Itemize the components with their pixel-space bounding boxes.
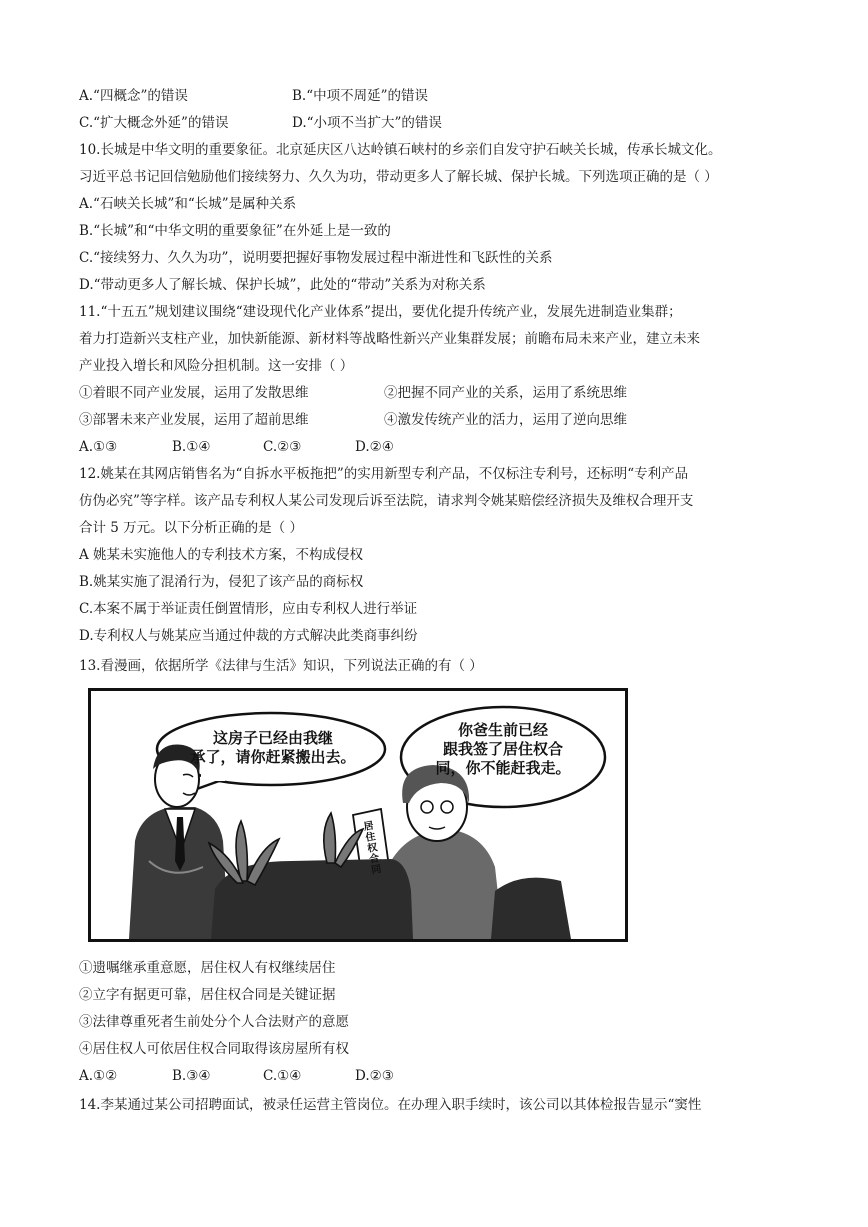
- q11-item-1: ①着眼不同产业发展，运用了发散思维: [79, 385, 309, 401]
- q12-stem-line-1: 12.姚某在其网店销售名为“自拆水平板拖把”的实用新型专利产品，不仅标注专利号，还标明“专利产品: [79, 466, 689, 482]
- q11-stem-line-1: 11.“十五五”规划建议围绕“建设现代化产业体系”提出，要优化提升传统产业，发展先进制造业集群；: [79, 304, 682, 320]
- q13-stem: 13.看漫画，依据所学《法律与生活》知识，下列说法正确的有（ ）: [79, 658, 483, 674]
- q12-option-c: C.本案不属于举证责任倒置情形，应由专利权人进行举证: [79, 601, 418, 617]
- q10-option-a: A.“石峡关长城”和“长城”是属种关系: [79, 196, 297, 212]
- q11-choice-c: C.②③: [263, 439, 302, 455]
- q12-option-b: B.姚某实施了混淆行为，侵犯了该产品的商标权: [79, 574, 364, 590]
- q13-choice-d: D.②③: [355, 1068, 394, 1084]
- q9-option-b: B.“中项不周延”的错误: [292, 88, 429, 104]
- q10-stem-line-1: 10.长城是中华文明的重要象征。北京延庆区八达岭镇石峡村的乡亲们自发守护石峡关长城，传承长城文化。: [79, 142, 722, 158]
- q12-option-d: D.专利权人与姚某应当通过仲裁的方式解决此类商事纠纷: [79, 628, 418, 644]
- q13-item-3: ③法律尊重死者生前处分个人合法财产的意愿: [79, 1014, 349, 1030]
- q12-option-a: A 姚某未实施他人的专利技术方案，不构成侵权: [79, 547, 364, 563]
- q9-option-c: C.“扩大概念外延”的错误: [79, 115, 229, 131]
- q10-option-b: B.“长城”和“中华文明的重要象征”在外延上是一致的: [79, 223, 391, 239]
- contract-document-label: 居住权合同: [362, 820, 383, 877]
- q10-option-c: C.“接续努力、久久为功”，说明要把握好事物发展过程中渐进性和飞跃性的关系: [79, 250, 553, 266]
- right-bubble-line-3: 同，你不能赶我走。: [435, 759, 571, 777]
- q11-item-3: ③部署未来产业发展，运用了超前思维: [79, 412, 309, 428]
- q10-option-d: D.“带动更多人了解长城、保护长城”，此处的“带动”关系为对称关系: [79, 277, 486, 293]
- q13-item-4: ④居住权人可依居住权合同取得该房屋所有权: [79, 1041, 349, 1057]
- comic-illustration: [88, 688, 628, 942]
- q13-choice-a: A.①②: [79, 1068, 118, 1084]
- q11-choice-b: B.①④: [172, 439, 211, 455]
- q11-stem-line-2: 着力打造新兴支柱产业，加快新能源、新材料等战略性新兴产业集群发展；前瞻布局未来产业，建立未来: [79, 331, 700, 347]
- q12-stem-line-3: 合计 5 万元。以下分析正确的是（ ）: [79, 520, 303, 536]
- right-bubble-line-2: 跟我签了居住权合: [442, 740, 563, 758]
- left-bubble-line-2: 承了，请你赶紧搬出去。: [190, 748, 356, 766]
- q13-item-1: ①遗嘱继承重意愿，居住权人有权继续居住: [79, 960, 336, 976]
- q11-choice-d: D.②④: [355, 439, 394, 455]
- q14-stem: 14.李某通过某公司招聘面试，被录任运营主管岗位。在办理入职手续时，该公司以其体检报告显示“窦性: [79, 1097, 702, 1113]
- q11-item-2: ②把握不同产业的关系，运用了系统思维: [384, 385, 627, 401]
- right-bubble-line-1: 你爸生前已经: [457, 721, 548, 739]
- q11-item-4: ④激发传统产业的活力，运用了逆向思维: [384, 412, 627, 428]
- q11-stem-line-3: 产业投入增长和风险分担机制。这一安排（ ）: [79, 358, 354, 374]
- q13-choice-b: B.③④: [172, 1068, 211, 1084]
- right-bubble-text: [423, 721, 583, 778]
- q10-stem-line-2: 习近平总书记回信勉励他们接续努力、久久为功，带动更多人了解长城、保护长城。下列选项正确的是（ ）: [79, 169, 718, 185]
- q13-item-2: ②立字有据更可靠，居住权合同是关键证据: [79, 987, 336, 1003]
- q13-choice-c: C.①④: [263, 1068, 302, 1084]
- q12-stem-line-2: 仿伪必究”等字样。该产品专利权人某公司发现后诉至法院，请求判令姚某赔偿经济损失及维权合理开支: [79, 493, 694, 509]
- left-bubble-text: [173, 729, 373, 767]
- q11-choice-a: A.①③: [79, 439, 118, 455]
- q9-option-d: D.“小项不当扩大”的错误: [292, 115, 442, 131]
- left-bubble-line-1: 这房子已经由我继: [212, 729, 333, 747]
- q9-option-a: A.“四概念”的错误: [79, 88, 188, 104]
